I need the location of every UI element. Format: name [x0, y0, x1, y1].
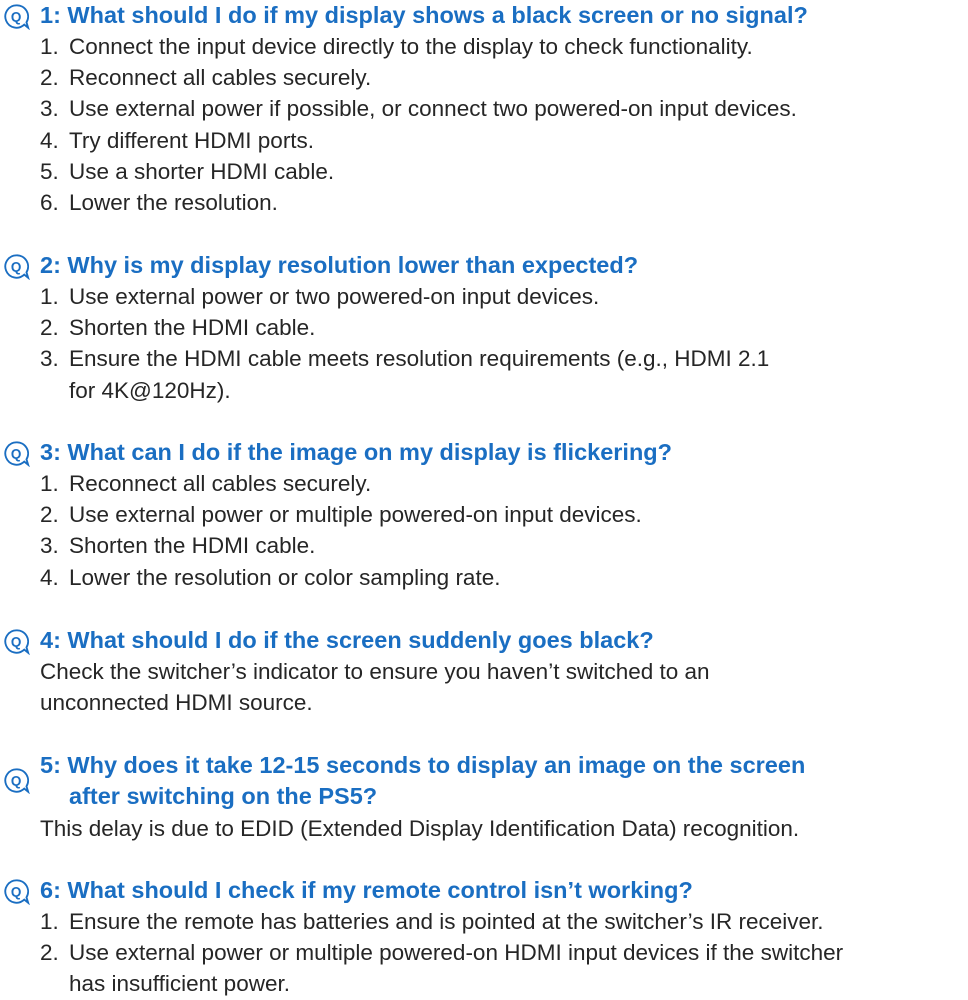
question-bubble-icon [3, 767, 30, 794]
faq-question-6: 6: What should I check if my remote control isn’t working? [40, 877, 693, 903]
svg-text:Q: Q [10, 884, 22, 900]
list-item: 3. Ensure the HDMI cable meets resolution requirements (e.g., HDMI 2.1 for 4K@120Hz). [40, 346, 770, 403]
question-bubble-icon [3, 3, 30, 30]
answer-text: Check the switcher’s indicator to ensure you haven’t switched to an unconnected HDMI source. [40, 659, 710, 716]
faq-question-4: 4: What should I do if the screen suddenly goes black? [40, 627, 654, 653]
faq-question-2: 2: Why is my display resolution lower than expected? [40, 252, 639, 278]
faq-question-3: 3: What can I do if the image on my display is flickering? [40, 439, 673, 465]
faq-answer-2 [40, 281, 968, 406]
faq-answer-1 [40, 31, 968, 218]
faq-answer-5 [40, 813, 968, 844]
faq-answer-4 [40, 656, 968, 718]
svg-text:Q: Q [10, 773, 22, 789]
answer-text: This delay is due to EDID (Extended Display Identification Data) recognition. [40, 816, 800, 841]
list-item: 4. Try different HDMI ports. [40, 127, 315, 153]
svg-text:Q: Q [10, 446, 22, 462]
svg-text:Q: Q [10, 634, 22, 650]
list-item: 2. Reconnect all cables securely. [40, 65, 372, 91]
list-item: 1. Use external power or two powered-on input devices. [40, 284, 600, 309]
question-bubble-icon [3, 253, 30, 280]
svg-text:Q: Q [10, 259, 22, 275]
faq-question-1: 1: What should I do if my display shows a black screen or no signal? [40, 2, 808, 28]
list-item: 2. Use external power or multiple powered-on input devices. [40, 502, 642, 528]
question-bubble-icon [3, 440, 30, 467]
list-item: 4. Lower the resolution or color sampling rate. [40, 564, 501, 590]
question-bubble-icon [3, 878, 30, 905]
list-item: 1. Connect the input device directly to the display to check functionality. [40, 34, 753, 59]
list-item: 1. Reconnect all cables securely. [40, 471, 372, 496]
svg-text:Q: Q [10, 9, 22, 25]
list-item: 1. Ensure the remote has batteries and is pointed at the switcher’s IR receiver. [40, 909, 824, 934]
faq-question-5: 5: Why does it take 12-15 seconds to display an image on the screen after switching on the PS5? [40, 752, 806, 809]
list-item: 3. Shorten the HDMI cable. [40, 533, 316, 559]
faq-answer-3 [40, 468, 968, 593]
list-item: 2. Shorten the HDMI cable. [40, 315, 316, 341]
list-item: 2. Use external power or multiple powered-on HDMI input devices if the switcher has insufficient power. [40, 940, 844, 997]
list-item: 5. Use a shorter HDMI cable. [40, 158, 335, 184]
faq-answer-6 [40, 906, 968, 1000]
list-item: 6. Lower the resolution. [40, 190, 278, 216]
question-bubble-icon [3, 628, 30, 655]
list-item: 3. Use external power if possible, or connect two powered-on input devices. [40, 96, 797, 122]
